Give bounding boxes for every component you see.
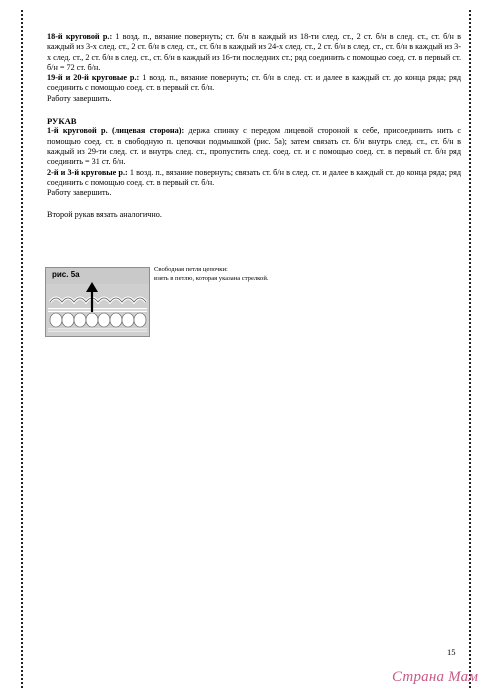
row18-paragraph <box>47 32 461 73</box>
document-body <box>47 32 461 221</box>
figure-caption <box>154 266 354 283</box>
sleeve-row2-3-text: 1 возд. п., вязание повернуть; связать ст. б/н в след. ст. и далее в каждый ст. до конца ряда; ряд соединить с помощью соед. ст. в первый ст. б/н. <box>47 167 462 187</box>
finish-note-1: Работу завершить. <box>47 93 112 103</box>
caption-line-2: взять в петлю, которая указана стрелкой. <box>154 274 269 282</box>
sleeve-row2-3-paragraph <box>47 168 461 189</box>
second-sleeve-note: Второй рукав вязать аналогично. <box>47 210 162 220</box>
sleeve-row2-3-label: 2-й и 3-й круговые р.: <box>47 167 128 177</box>
row19-20-label: 19-й и 20-й круговые р.: <box>47 73 140 83</box>
row19-20-text: 1 возд. п., вязание повернуть; ст. б/н в след. ст. и далее в каждый ст. до конца ряда; ряд соединить с помощью соед. ст. в первый ст. б/н. <box>47 73 461 93</box>
sleeve-row1-text: держа спинку с передом лицевой стороной к себе, присоединить нить с помощью соед. ст. в свободную п. цепочки подмышкой (рис. 5а); затем связать ст. б/н внутрь след. ст., ст. б/н в каждый из 29-ти след. ст. и внутрь след. ст., пропустить след. соед. ст. и с помощью соед. ст. в первый ст. б/н ряд соединить = 31 ст. б/н. <box>47 126 461 167</box>
crochet-stitch-illustration <box>46 280 149 336</box>
sleeve-row1-paragraph <box>47 126 461 167</box>
finish-note-2: Работу завершить. <box>47 188 112 198</box>
page-number: 15 <box>447 647 456 657</box>
row18-text: 1 возд. п., вязание повернуть; ст. б/н в каждый из 18-ти след. ст., 2 ст. б/н в след. ст., ст. б/н в каждый из 3-х след. ст., 2 ст. б/н в след. ст., ст. б/н в каждый из 24-х след. ст., 2 ст. б/н в след. ст., ст. б/н в каждый из 3-х след. ст., 2 ст. б/н в след. ст., ст. б/н в каждый из 16-ти последних ст.; ряд соединить с помощью соед. ст. в первый ст. б/н = 72 ст. б/н. <box>47 32 461 72</box>
sleeve-row1-label: 1-й круговой р. (лицевая сторона): <box>47 126 185 136</box>
row19-20-paragraph <box>47 73 461 94</box>
figure-label: рис. 5а <box>52 270 80 279</box>
sleeve-heading: РУКАВ <box>47 116 77 127</box>
row18-label: 18-й круговой р.: <box>47 32 113 41</box>
site-watermark: Страна Мам <box>392 669 479 685</box>
caption-line-1: Свободная петля цепочки: <box>154 266 228 273</box>
figure-5a <box>45 267 150 337</box>
